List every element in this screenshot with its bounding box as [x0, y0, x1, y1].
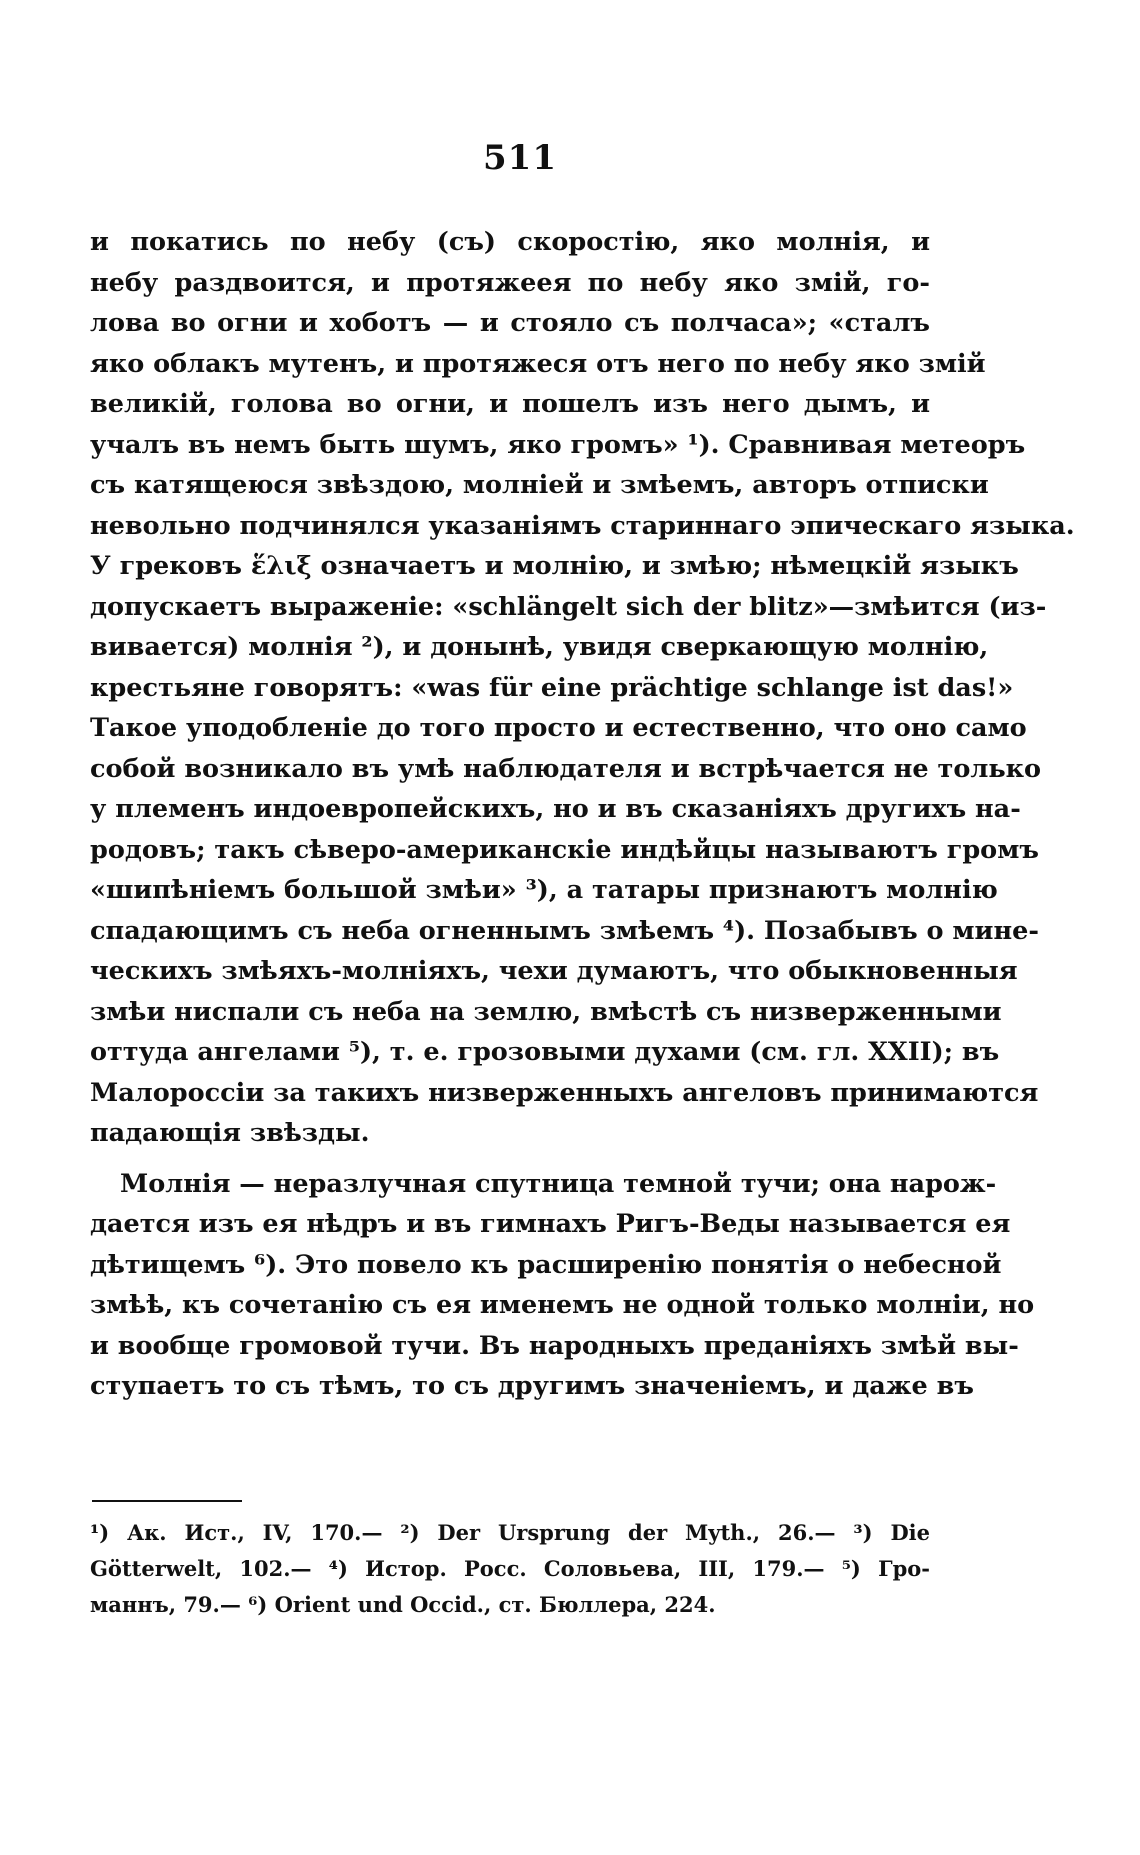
text-line: лова во огни и хоботъ — и стояло съ полчаса»; «сталъ	[90, 308, 930, 338]
paragraph	[90, 1164, 1035, 1407]
text-line: вивается) молнія ²), и донынѣ, увидя сверкающую молнію,	[90, 632, 989, 662]
text-line: и вообще громовой тучи. Въ народныхъ преданіяхъ змѣй вы-	[90, 1330, 1019, 1361]
paragraph	[90, 222, 1075, 1154]
text-line: падающія звѣзды.	[90, 1118, 370, 1148]
text-line: съ катящеюся звѣздою, молніей и змѣемъ, авторъ отписки	[90, 470, 989, 500]
text-line: крестьяне говорятъ: «was für eine prächtige schlange ist das!»	[90, 672, 1014, 703]
text-line: невольно подчинялся указаніямъ стариннаго эпическаго языка.	[90, 510, 1075, 541]
text-line: у племенъ индоевропейскихъ, но и въ сказаніяхъ другихъ на-	[90, 794, 1021, 824]
text-line: и покатись по небу (съ) скоростію, яко молнія, и	[90, 227, 930, 257]
text-line: оттуда ангелами ⁵), т. е. грозовыми духами (см. гл. XXII); въ	[90, 1037, 1000, 1067]
text-line: «шипѣніемъ большой змѣи» ³), а татары признаютъ молнію	[90, 875, 998, 905]
text-line: ступаетъ то съ тѣмъ, то съ другимъ значеніемъ, и даже въ	[90, 1371, 974, 1401]
text-line: спадающимъ съ неба огненнымъ змѣемъ ⁴). Позабывъ о мине-	[90, 915, 1039, 946]
text-line: учалъ въ немъ быть шумъ, яко громъ» ¹). Сравнивая метеоръ	[90, 429, 1026, 460]
footnote-line: ¹) Ак. Ист., IV, 170.— ²) Der Ursprung der Myth., 26.— ³) Die	[90, 1520, 930, 1545]
text-line: яко облакъ мутенъ, и протяжеся отъ него по небу яко змій	[90, 348, 986, 379]
page-number: 511	[483, 138, 557, 178]
text-line: У грековъ ἕλιξ означаетъ и молнію, и змѣю; нѣмецкій языкъ	[90, 551, 1019, 581]
text-line: собой возникало въ умѣ наблюдателя и встрѣчается не только	[90, 753, 1042, 784]
main-text	[90, 222, 1075, 1407]
text-line: змѣѣ, къ сочетанію съ ея именемъ не одной только молніи, но	[90, 1290, 1035, 1320]
footnote-line: Götterwelt, 102.— ⁴) Истор. Росс. Соловьева, III, 179.— ⁵) Гро-	[90, 1556, 930, 1581]
footnotes	[90, 1515, 930, 1623]
text-line: великій, голова во огни, и пошелъ изъ него дымъ, и	[90, 389, 930, 419]
text-line: небу раздвоится, и протяжеея по небу яко змій, го-	[90, 267, 930, 298]
text-line: Молнія — неразлучная спутница темной тучи; она нарож-	[120, 1168, 997, 1199]
text-line: ческихъ змѣяхъ-молніяхъ, чехи думаютъ, что обыкновенныя	[90, 956, 1018, 986]
footnote-line: маннъ, 79.— ⁶) Orient und Occid., ст. Бюллера, 224.	[90, 1592, 716, 1617]
text-line: дѣтищемъ ⁶). Это повело къ расширенію понятія о небесной	[90, 1249, 1002, 1280]
text-line: Малороссіи за такихъ низверженныхъ ангеловъ принимаются	[90, 1077, 1039, 1108]
text-line: змѣи ниспали съ неба на землю, вмѣстѣ съ низверженными	[90, 996, 1002, 1027]
text-line: родовъ; такъ сѣверо-американскіе индѣйцы называютъ громъ	[90, 834, 1039, 865]
text-line: Такое уподобленіе до того просто и естественно, что оно само	[90, 713, 1027, 743]
footnote-divider	[92, 1500, 242, 1502]
text-line: допускаетъ выраженіе: «schlängelt sich der blitz»—змѣится (из-	[90, 591, 1047, 622]
text-line: дается изъ ея нѣдръ и въ гимнахъ Ригъ-Веды называется ея	[90, 1209, 1011, 1239]
paragraph-gap	[90, 1154, 930, 1164]
